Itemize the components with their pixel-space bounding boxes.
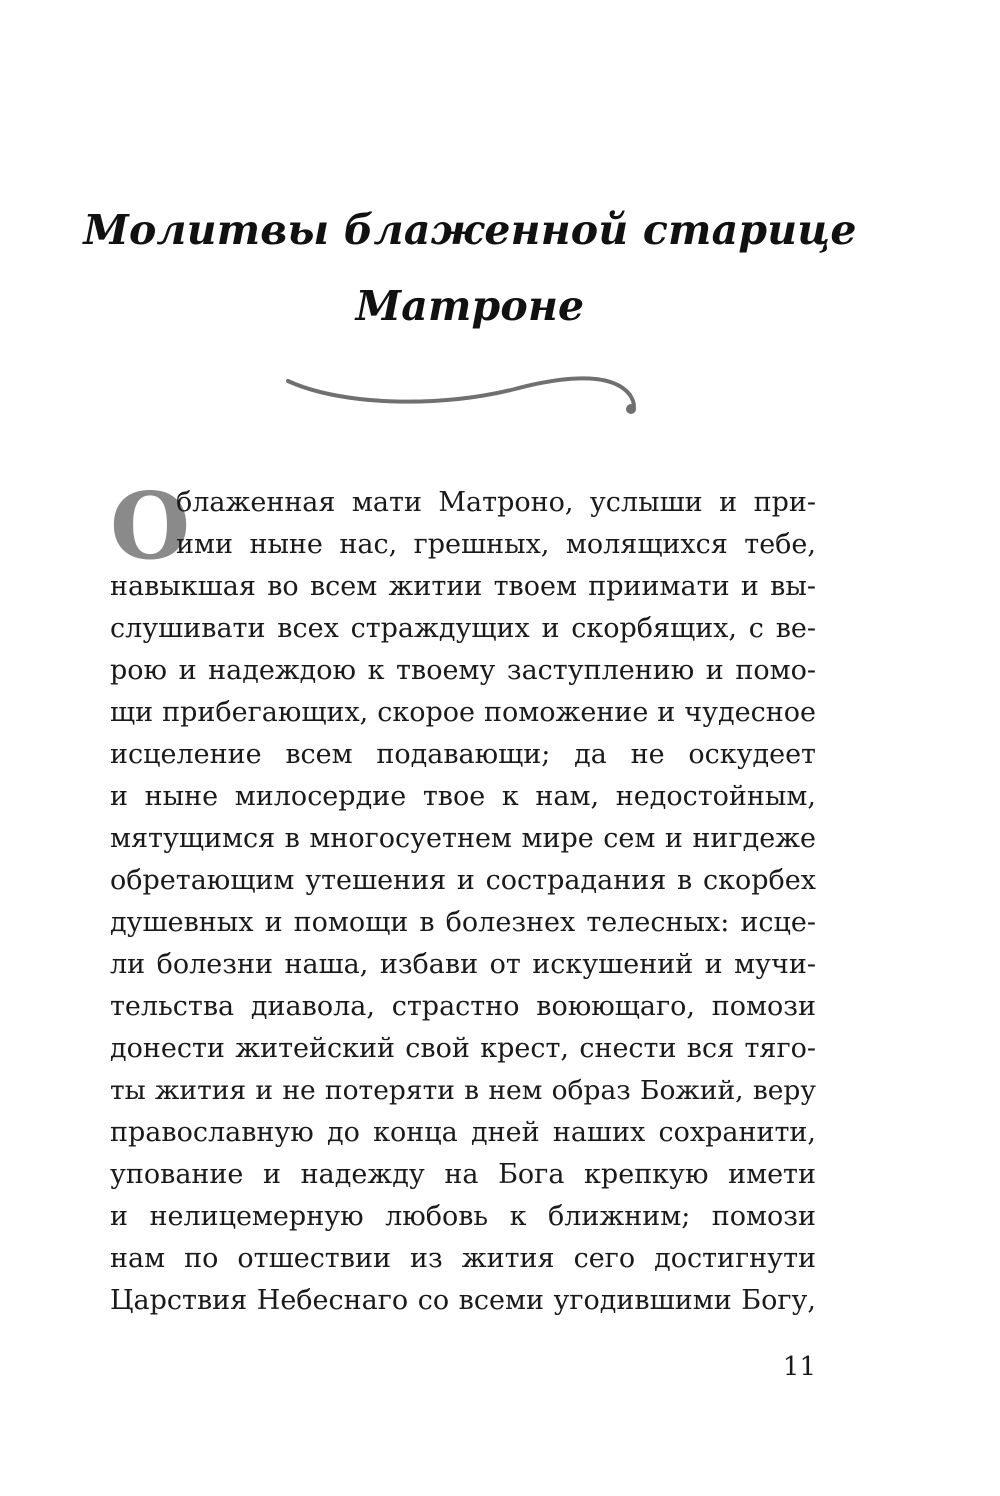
- chapter-title: [80, 192, 860, 344]
- drop-cap: О: [110, 472, 191, 580]
- text-line: донести житейский свой крест, снести вся тяго-: [110, 1033, 816, 1064]
- text-line: щи прибегающих, скорое поможение и чудесное: [110, 697, 816, 728]
- text-line: упование и надежду на Бога крепкую имети: [110, 1159, 816, 1190]
- text-line: и нелицемерную любовь к ближним; помози: [110, 1201, 816, 1232]
- text-line: блаженная мати Матроно, услыши и при-: [176, 487, 816, 518]
- text-line: ты жития и не потеряти в нем образ Божий, веру: [110, 1075, 816, 1106]
- text-line: и ныне милосердие твое к нам, недостойным,: [110, 781, 816, 812]
- text-line: слушивати всех страждущих и скорбящих, с ве-: [110, 613, 816, 644]
- prayer-text: [110, 472, 816, 1322]
- text-line: исцеление всем подавающи; да не оскудеет: [110, 739, 816, 770]
- page-number: 11: [782, 1352, 816, 1382]
- text-line: православную до конца дней наших сохранити,: [110, 1117, 816, 1148]
- text-line: тельства диавола, страстно воюющаго, помози: [110, 991, 816, 1022]
- text-line: нам по отшествии из жития сего достигнути: [110, 1243, 816, 1274]
- text-line: навыкшая во всем житии твоем приимати и вы-: [110, 571, 816, 602]
- text-line: рою и надеждою к твоему заступлению и помо-: [110, 655, 816, 686]
- text-line: ли болезни наша, избави от искушений и мучи-: [110, 949, 816, 980]
- text-line: мятущимся в многосуетнем мире сем и нигдеже: [110, 823, 816, 854]
- text-line: ими ныне нас, грешных, молящихся тебе,: [176, 529, 816, 560]
- chapter-title-line-2: Матроне: [355, 282, 585, 330]
- text-line: обретающим утешения и сострадания в скорбех: [110, 865, 816, 896]
- chapter-title-line-1: Молитвы блаженной старице: [83, 206, 857, 254]
- text-line: Царствия Небеснаго со всеми угодившими Богу,: [110, 1285, 816, 1316]
- decorative-flourish-icon: [285, 365, 645, 425]
- text-line: душевных и помощи в болезнех телесных: исце-: [110, 907, 816, 938]
